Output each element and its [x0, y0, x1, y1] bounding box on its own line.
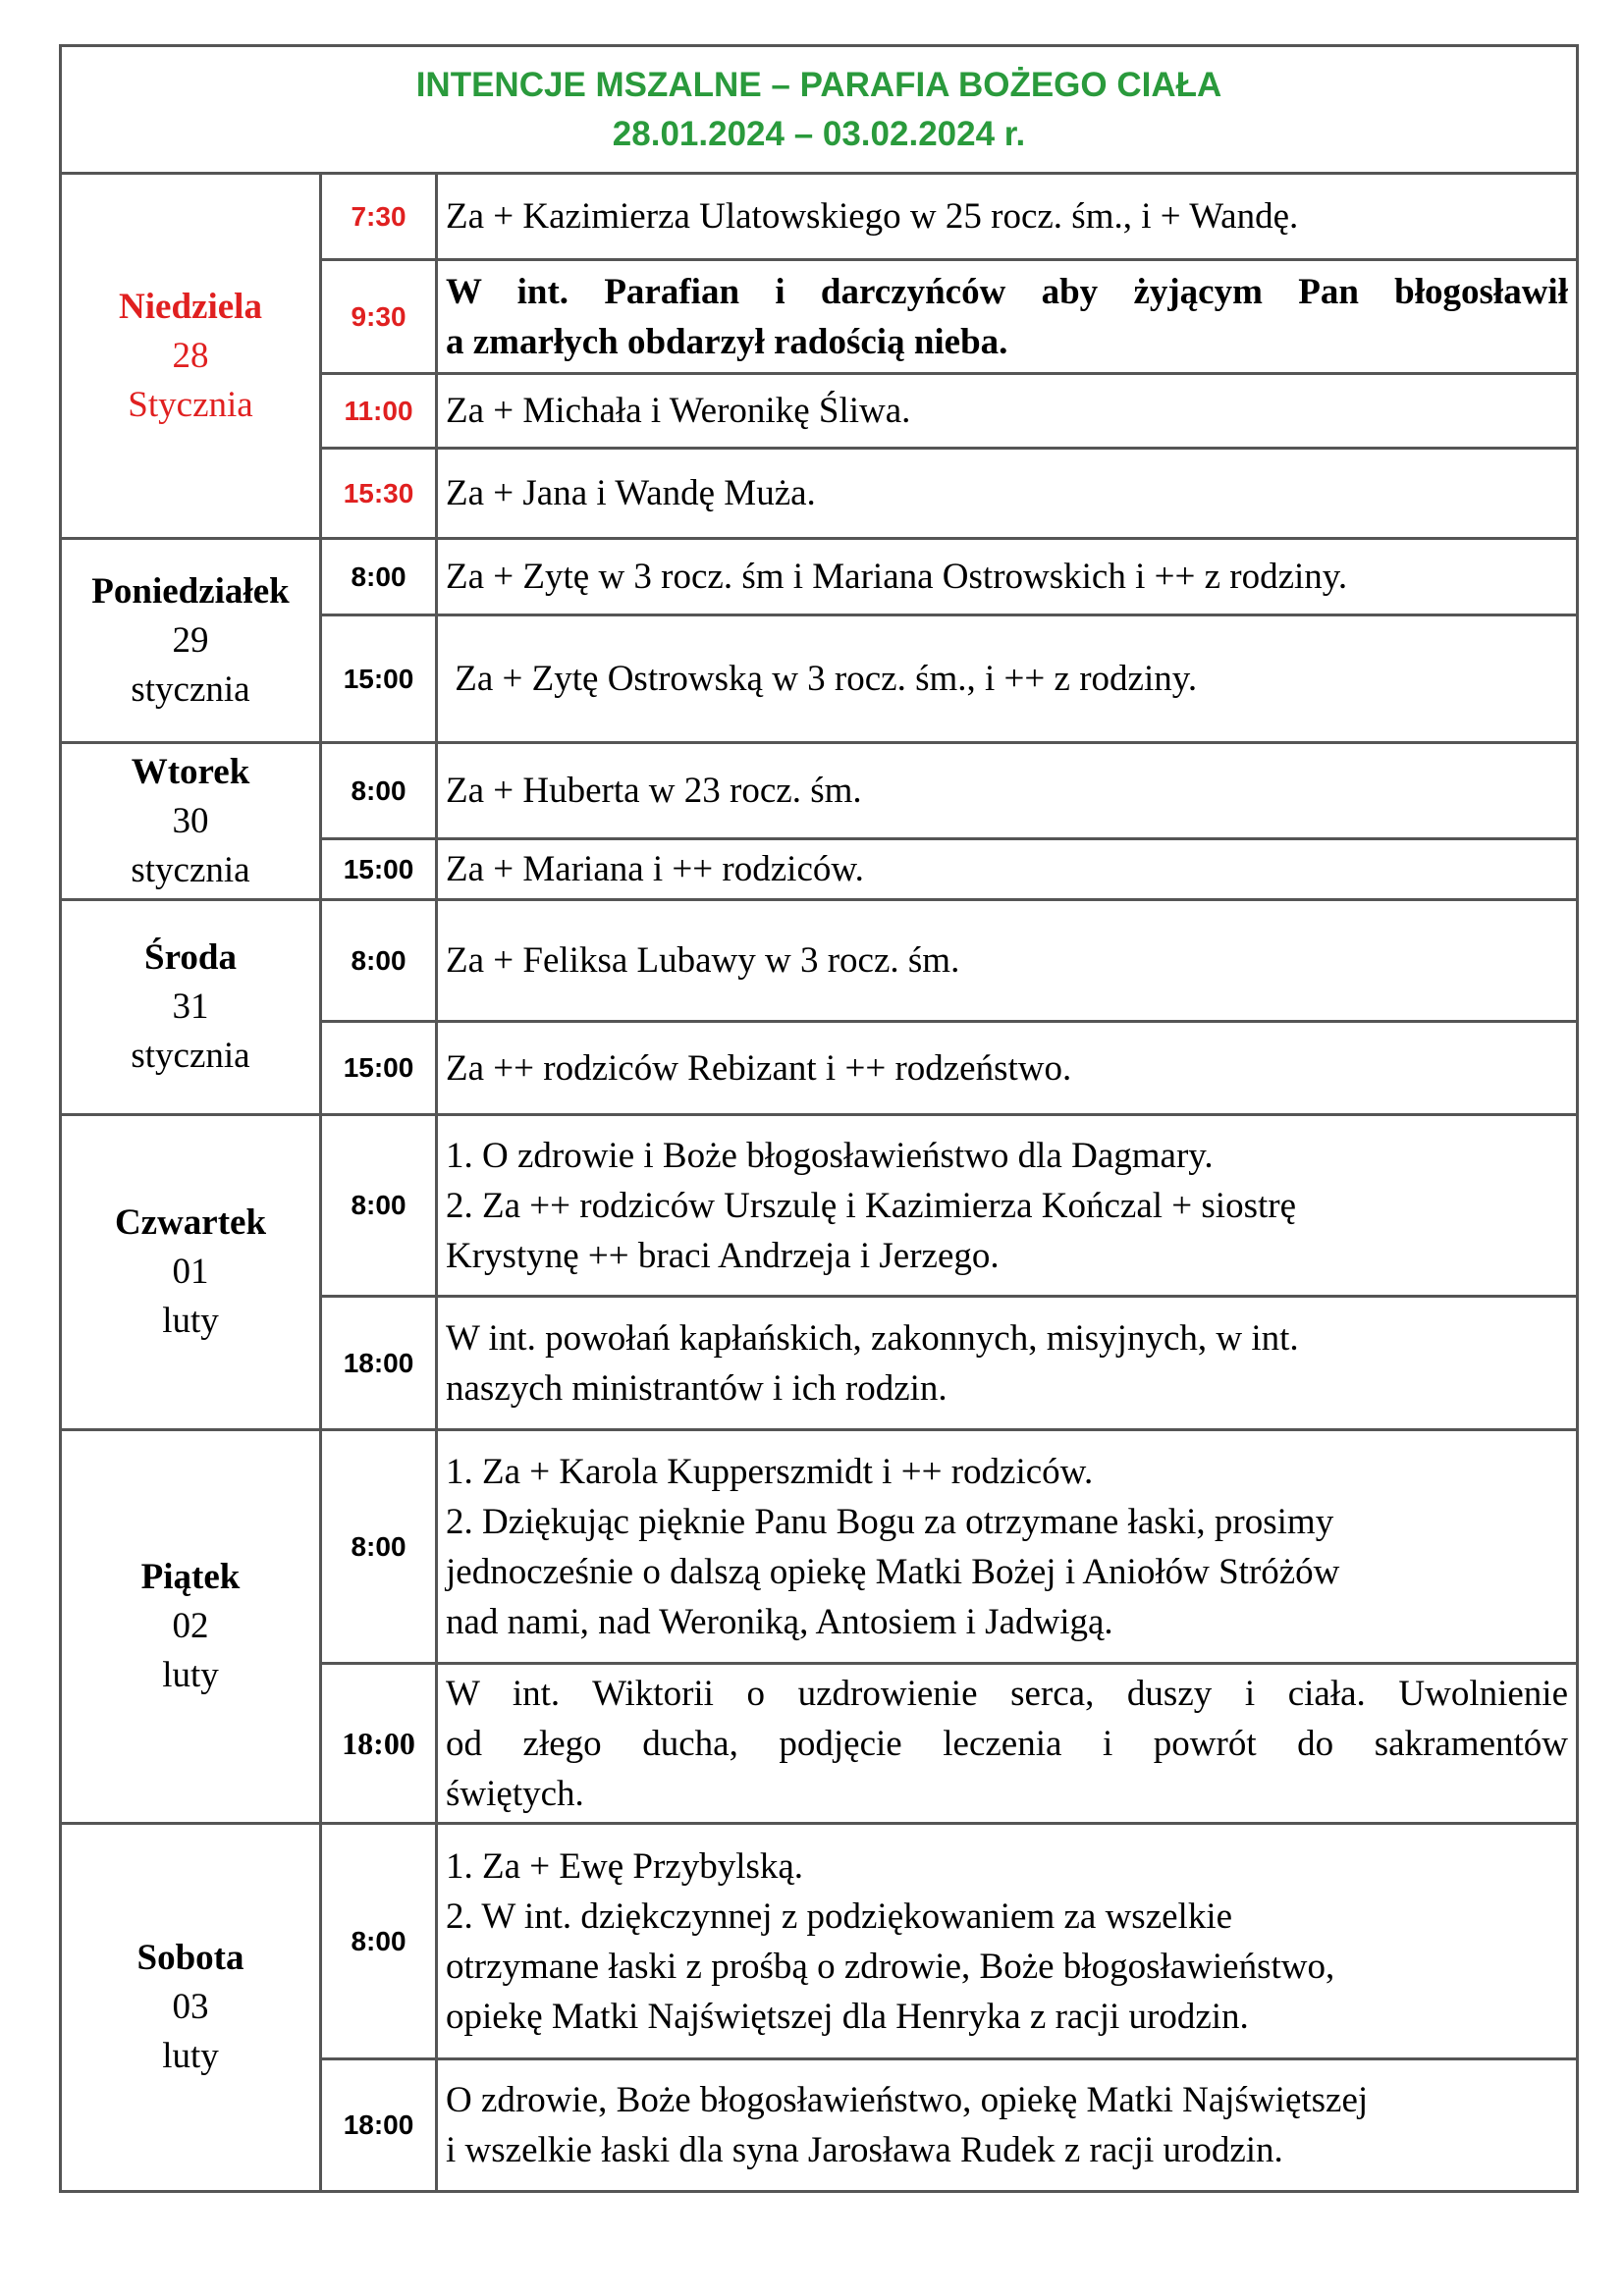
day-number: 02 — [172, 1606, 209, 1646]
day-number: 31 — [172, 987, 209, 1027]
day-number: 28 — [172, 335, 209, 376]
mass-time: 8:00 — [321, 1824, 437, 2059]
intention-line: Za + Huberta w 23 rocz. śm. — [446, 771, 862, 811]
mass-time: 18:00 — [321, 2059, 437, 2192]
mass-intention — [437, 174, 1578, 260]
day-cell-thursday — [61, 1115, 321, 1430]
mass-time: 8:00 — [321, 1430, 437, 1664]
mass-intention — [437, 615, 1578, 743]
intention-line: od złego ducha, podjęcie leczenia i powrót do sakramentów — [446, 1723, 1568, 1764]
mass-intention — [437, 1022, 1578, 1115]
day-name: Piątek — [140, 1557, 241, 1597]
day-month: stycznia — [131, 668, 250, 710]
mass-time: 11:00 — [321, 374, 437, 449]
date-range: 28.01.2024 – 03.02.2024 r. — [612, 114, 1026, 153]
intention-line: i wszelkie łaski dla syna Jarosława Rudek z racji urodzin. — [446, 2130, 1283, 2170]
day-number: 03 — [172, 1987, 209, 2027]
mass-row — [61, 1824, 1578, 2059]
mass-time: 15:00 — [321, 615, 437, 743]
intention-line: Za + Feliksa Lubawy w 3 rocz. śm. — [446, 940, 960, 981]
mass-row — [61, 1430, 1578, 1664]
day-name: Sobota — [136, 1938, 244, 1978]
intention-line: 1. Za + Ewę Przybylską. — [446, 1845, 804, 1887]
mass-row — [61, 174, 1578, 260]
day-cell-wednesday — [61, 900, 321, 1115]
header-cell — [61, 46, 1578, 174]
day-name: Środa — [144, 937, 237, 978]
day-month: luty — [162, 2036, 219, 2076]
intention-line: 2. W int. dziękczynnej z podziękowaniem za wszelkie — [446, 1896, 1233, 1937]
intention-line: naszych ministrantów i ich rodzin. — [446, 1367, 947, 1409]
mass-row — [61, 1115, 1578, 1297]
intention-line: jednocześnie o dalszą opiekę Matki Bożej i Aniołów Stróżów — [446, 1551, 1340, 1592]
intention-line: W int. powołań kapłańskich, zakonnych, misyjnych, w int. — [446, 1317, 1299, 1359]
intention-line: Za + Mariana i ++ rodziców. — [446, 849, 864, 889]
intention-line: O zdrowie, Boże błogosławieństwo, opiekę Matki Najświętszej — [446, 2080, 1369, 2120]
intention-line: W int. Parafian i darczyńców aby żyjącym Pan błogosławił — [446, 271, 1568, 312]
mass-intention — [437, 260, 1578, 374]
intention-line: Krystynę ++ braci Andrzeja i Jerzego. — [446, 1235, 1000, 1276]
mass-time: 8:00 — [321, 743, 437, 839]
intention-line: Za + Zytę Ostrowską w 3 rocz. śm., i ++ z rodziny. — [446, 659, 1198, 699]
mass-intention — [437, 1824, 1578, 2059]
intention-line: 1. O zdrowie i Boże błogosławieństwo dla Dagmary. — [446, 1135, 1214, 1176]
mass-intention — [437, 900, 1578, 1022]
intention-line: Za + Jana i Wandę Muża. — [446, 473, 816, 513]
mass-intention — [437, 2059, 1578, 2192]
mass-intention — [437, 1297, 1578, 1430]
mass-intention — [437, 839, 1578, 900]
mass-intention — [437, 743, 1578, 839]
day-number: 01 — [172, 1252, 209, 1292]
day-number: 30 — [172, 800, 209, 841]
intention-line: otrzymane łaski z prośbą o zdrowie, Boże błogosławieństwo, — [446, 1946, 1335, 1987]
mass-row — [61, 539, 1578, 615]
day-month: luty — [162, 1655, 219, 1695]
day-month: stycznia — [131, 1036, 250, 1076]
mass-time: 18:00 — [321, 1664, 437, 1824]
day-name: Niedziela — [119, 286, 262, 327]
mass-time: 8:00 — [321, 539, 437, 615]
intention-line: Za + Kazimierza Ulatowskiego w 25 rocz. śm., i + Wandę. — [446, 196, 1299, 237]
day-name: Czwartek — [114, 1202, 267, 1243]
intention-line: świętych. — [446, 1773, 584, 1814]
page-title: INTENCJE MSZALNE – PARAFIA BOŻEGO CIAŁA — [415, 65, 1222, 104]
intention-line: nad nami, nad Weroniką, Antosiem i Jadwigą. — [446, 1601, 1113, 1642]
day-month: stycznia — [131, 849, 250, 890]
header-row — [61, 46, 1578, 174]
mass-intention — [437, 374, 1578, 449]
day-name: Poniedziałek — [91, 570, 290, 612]
intention-line: W int. Wiktorii o uzdrowienie serca, duszy i ciała. Uwolnienie — [446, 1673, 1568, 1714]
mass-intention — [437, 1115, 1578, 1297]
intention-line: Za ++ rodziców Rebizant i ++ rodzeństwo. — [446, 1047, 1072, 1089]
mass-intentions-table — [59, 44, 1579, 2193]
intention-line: Za + Zytę w 3 rocz. śm i Mariana Ostrowskich i ++ z rodziny. — [446, 557, 1348, 597]
day-cell-saturday — [61, 1824, 321, 2192]
mass-intention — [437, 1664, 1578, 1824]
mass-row — [61, 743, 1578, 839]
day-cell-sunday — [61, 174, 321, 539]
mass-time: 9:30 — [321, 260, 437, 374]
day-number: 29 — [172, 619, 209, 661]
mass-intention — [437, 449, 1578, 539]
mass-intention — [437, 539, 1578, 615]
intention-line: 2. Dziękując pięknie Panu Bogu za otrzymane łaski, prosimy — [446, 1501, 1334, 1542]
mass-time: 7:30 — [321, 174, 437, 260]
mass-time: 8:00 — [321, 900, 437, 1022]
day-month: luty — [162, 1301, 219, 1341]
intention-line: opiekę Matki Najświętszej dla Henryka z racji urodzin. — [446, 1996, 1249, 2037]
day-cell-tuesday — [61, 743, 321, 900]
mass-time: 8:00 — [321, 1115, 437, 1297]
intention-line: a zmarłych obdarzył radością nieba. — [446, 321, 1008, 362]
mass-row — [61, 900, 1578, 1022]
day-cell-friday — [61, 1430, 321, 1824]
mass-time: 15:00 — [321, 1022, 437, 1115]
mass-intention — [437, 1430, 1578, 1664]
mass-time: 15:30 — [321, 449, 437, 539]
mass-time: 15:00 — [321, 839, 437, 900]
day-name: Wtorek — [131, 751, 250, 792]
intention-line: 2. Za ++ rodziców Urszulę i Kazimierza Kończal + siostrę — [446, 1185, 1296, 1226]
day-cell-monday — [61, 539, 321, 743]
intention-line: Za + Michała i Weronikę Śliwa. — [446, 391, 911, 431]
day-month: Stycznia — [128, 384, 253, 425]
mass-time: 18:00 — [321, 1297, 437, 1430]
intention-line: 1. Za + Karola Kupperszmidt i ++ rodziców. — [446, 1451, 1094, 1492]
